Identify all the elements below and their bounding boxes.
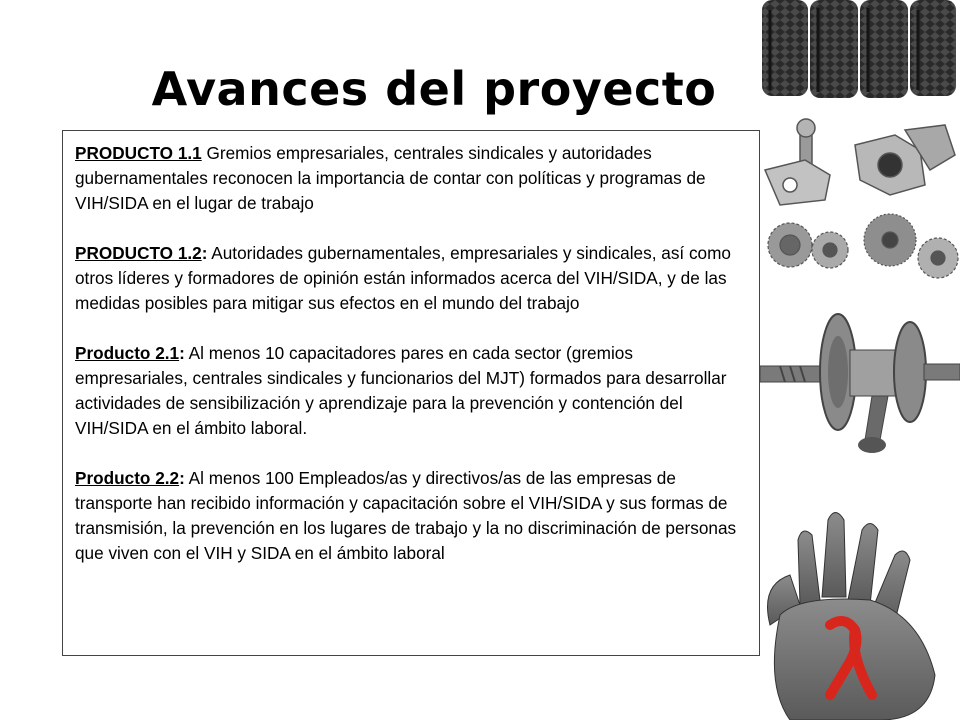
- product-1-2-paragraph: [75, 241, 747, 316]
- product-label: Producto 2.1: [75, 343, 180, 363]
- machine-parts-image: [760, 100, 960, 300]
- product-separator: :: [179, 468, 185, 488]
- product-separator: :: [179, 343, 185, 363]
- product-separator: :: [201, 243, 208, 263]
- products-text-box: [62, 130, 760, 656]
- product-label: PRODUCTO 1.2: [75, 243, 202, 263]
- product-text: Al menos 10 capacitadores pares en cada sector (gremios empresariales, centrales sindicales y funcionarios del MJT) formados para desarrollar actividades de sensibilización y aprendizaje para la prevención y contención del VIH/SIDA en el ámbito laboral.: [75, 343, 727, 438]
- product-text: Autoridades gubernamentales, empresariales y sindicales, así como otros líderes y formadores de opinión están informados acerca del VIH/SIDA, y de las medidas posibles para mitigar sus efectos en el mundo del trabajo: [75, 243, 731, 313]
- product-text: Gremios empresariales, centrales sindicales y autoridades gubernamentales reconocen la importancia de contar con políticas y programas de VIH/SIDA en el lugar de trabajo: [75, 143, 706, 213]
- product-1-1-paragraph: [75, 141, 747, 216]
- product-label: PRODUCTO 1.1: [75, 143, 202, 163]
- image-collage: [760, 0, 960, 720]
- product-2-1-paragraph: [75, 341, 747, 441]
- hand-ribbon-image: [760, 505, 960, 720]
- product-2-2-paragraph: [75, 466, 747, 566]
- slide-title: Avances del proyecto: [151, 62, 717, 116]
- product-text: Al menos 100 Empleados/as y directivos/as de las empresas de transporte han recibido información y capacitación sobre el VIH/SIDA y sus formas de transmisión, la prevención en los lugares de trabajo y la no discriminación de personas que viven con el VIH y SIDA en el ámbito laboral: [75, 468, 737, 563]
- crankshaft-image: [760, 300, 960, 500]
- product-label: Producto 2.2: [75, 468, 180, 488]
- tires-image: [760, 0, 960, 100]
